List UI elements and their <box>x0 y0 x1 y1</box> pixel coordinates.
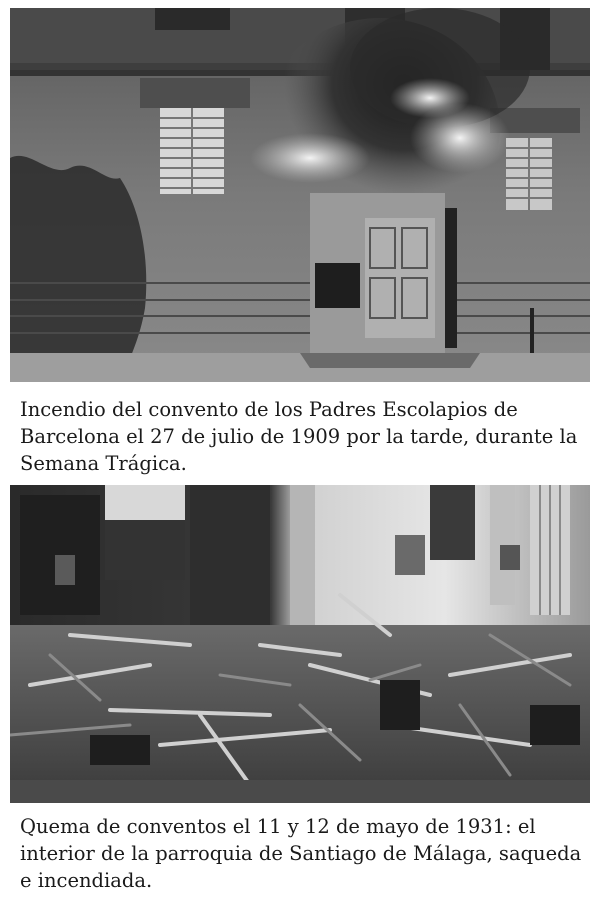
church-interior-caption: Quema de conventos el 11 y 12 de mayo de 1931: el interior de la parroquia de Santiago de Málaga, saqueda e incendiada. <box>20 815 582 892</box>
convent-fire-photo <box>10 8 590 382</box>
church-interior-photo-image <box>10 485 590 803</box>
church-interior-photo <box>10 485 590 803</box>
convent-fire-photo-image <box>10 8 590 382</box>
convent-fire-caption: Incendio del convento de los Padres Escolapios de Barcelona el 27 de julio de 1909 por la tarde, durante la Semana Trágica. <box>20 398 578 475</box>
